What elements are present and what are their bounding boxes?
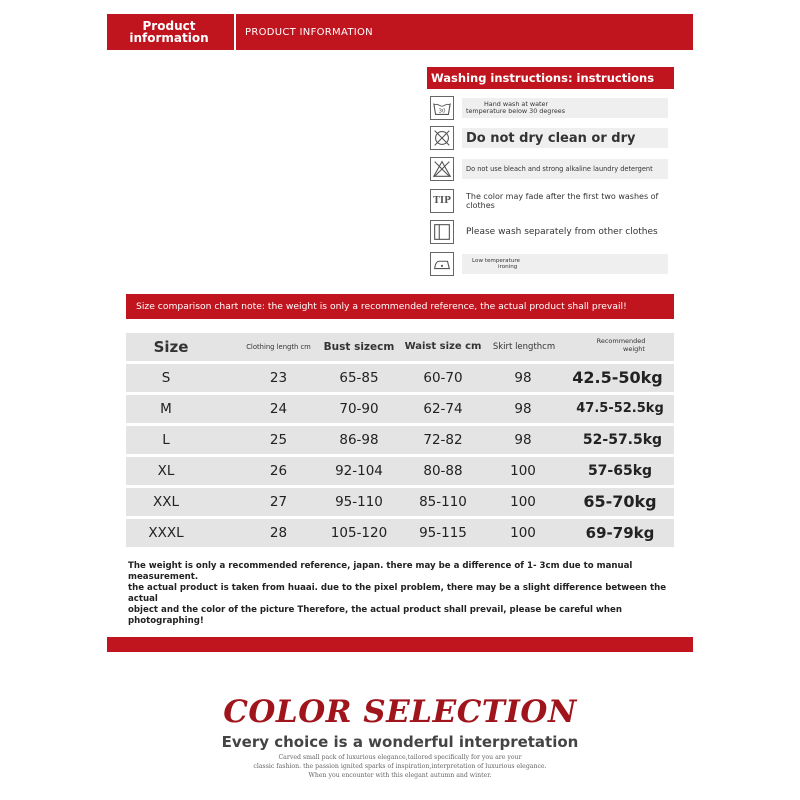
size-chart-note: Size comparison chart note: the weight is only a recommended reference, the actual product shall prevail! [126, 294, 674, 319]
color-selection-title: COLOR SELECTION [223, 694, 577, 730]
product-information-label [107, 14, 231, 50]
header-skirt: Skirt lengthcm [492, 342, 556, 352]
cell-length: 24 [269, 401, 288, 417]
cell-weight: 69-79kg [585, 524, 655, 542]
wash-text-low-iron: Low temperature ironing [462, 254, 668, 274]
cell-skirt: 98 [514, 432, 532, 448]
wash-item-separate [428, 220, 673, 246]
size-disclaimer [128, 561, 688, 627]
cell-waist: 95-115 [419, 525, 467, 541]
table-row [126, 488, 674, 516]
top-banner [107, 14, 693, 50]
cell-size: XL [157, 463, 175, 479]
washing-instructions-header: Washing instructions: instructions [427, 67, 674, 89]
cell-skirt: 100 [510, 525, 536, 541]
cell-length: 25 [269, 432, 288, 448]
cell-waist: 72-82 [423, 432, 463, 448]
section-divider-bar [107, 637, 693, 652]
cell-size: M [160, 401, 172, 417]
wash-item-tip [428, 189, 673, 215]
banner-divider [234, 14, 236, 50]
product-information-title: PRODUCT INFORMATION [245, 27, 373, 38]
wash-item-hand-wash [428, 96, 673, 122]
cell-bust: 92-104 [335, 463, 383, 479]
tip-icon: TIP [430, 189, 454, 213]
cell-size: L [162, 432, 170, 448]
cell-waist: 80-88 [423, 463, 463, 479]
cell-weight: 47.5-52.5kg [576, 401, 664, 416]
cell-bust: 70-90 [339, 401, 379, 417]
cell-weight: 42.5-50kg [572, 368, 663, 387]
wash-item-low-iron [428, 252, 673, 278]
cell-length: 28 [269, 525, 288, 541]
header-bust: Bust sizecm [323, 341, 395, 353]
cell-skirt: 98 [514, 370, 532, 386]
low-iron-icon [430, 252, 454, 276]
cell-waist: 85-110 [419, 494, 467, 510]
header-waist: Waist size cm [404, 341, 482, 352]
cell-length: 26 [269, 463, 288, 479]
disclaimer-line: the actual product is taken from huaai. due to the pixel problem, there may be a slight difference between the actual [128, 583, 667, 604]
cell-skirt: 98 [514, 401, 532, 417]
cell-length: 23 [269, 370, 288, 386]
cell-length: 27 [269, 494, 288, 510]
cell-waist: 62-74 [423, 401, 463, 417]
no-bleach-icon [430, 157, 454, 181]
cell-skirt: 100 [510, 463, 536, 479]
cell-waist: 60-70 [423, 370, 463, 386]
wash-item-no-dry-clean [428, 126, 673, 152]
wash-item-no-bleach [428, 157, 673, 183]
color-selection-subtitle: Every choice is a wonderful interpretation [221, 733, 579, 751]
cell-bust: 65-85 [339, 370, 379, 386]
table-header-row [126, 333, 674, 361]
svg-text:30: 30 [438, 108, 446, 115]
cell-weight: 65-70kg [583, 492, 657, 511]
cell-weight: 52-57.5kg [582, 432, 663, 448]
header-size: Size [153, 338, 189, 356]
cell-size: S [161, 370, 171, 386]
table-row [126, 457, 674, 485]
cell-bust: 86-98 [339, 432, 379, 448]
header-length: Clothing length cm [246, 343, 311, 351]
disclaimer-line: object and the color of the picture Therefore, the actual product shall prevail, please be careful when photographing! [128, 605, 622, 626]
cell-bust: 95-110 [335, 494, 383, 510]
banner-left-line2: information [129, 31, 209, 45]
cell-bust: 105-120 [330, 525, 388, 541]
wash-separately-icon [430, 220, 454, 244]
table-row [126, 519, 674, 547]
wash-text-no-bleach: Do not use bleach and strong alkaline laundry detergent [462, 159, 668, 179]
banner-left-line1: Product [142, 19, 196, 33]
cell-weight: 57-65kg [587, 463, 653, 479]
wash-text-tip: The color may fade after the first two washes of clothes [462, 191, 677, 211]
header-weight: Recommended weight [596, 337, 646, 353]
color-selection-description: Carved small pack of luxurious elegance,tailored specifically for you are your classic fashion. the passion ignited sparks of inspiration,interpretation of luxurious elegance. When you encounter with this elegant autumn and winter. [253, 754, 547, 779]
no-dry-clean-icon [430, 126, 454, 150]
cell-skirt: 100 [510, 494, 536, 510]
hand-wash-30-icon [430, 96, 454, 120]
table-row [126, 364, 674, 392]
wash-text-hand-wash: Hand wash at water temperature below 30 degrees [462, 98, 668, 118]
cell-size: XXL [152, 494, 180, 510]
disclaimer-line: The weight is only a recommended reference, japan. there may be a difference of 1- 3cm due to manual measurement. [128, 561, 633, 582]
wash-text-no-dry-clean: Do not dry clean or dry [462, 128, 668, 148]
cell-size: XXXL [148, 525, 184, 541]
wash-text-separate: Please wash separately from other clothes [462, 222, 677, 242]
table-row [126, 395, 674, 423]
table-row [126, 426, 674, 454]
